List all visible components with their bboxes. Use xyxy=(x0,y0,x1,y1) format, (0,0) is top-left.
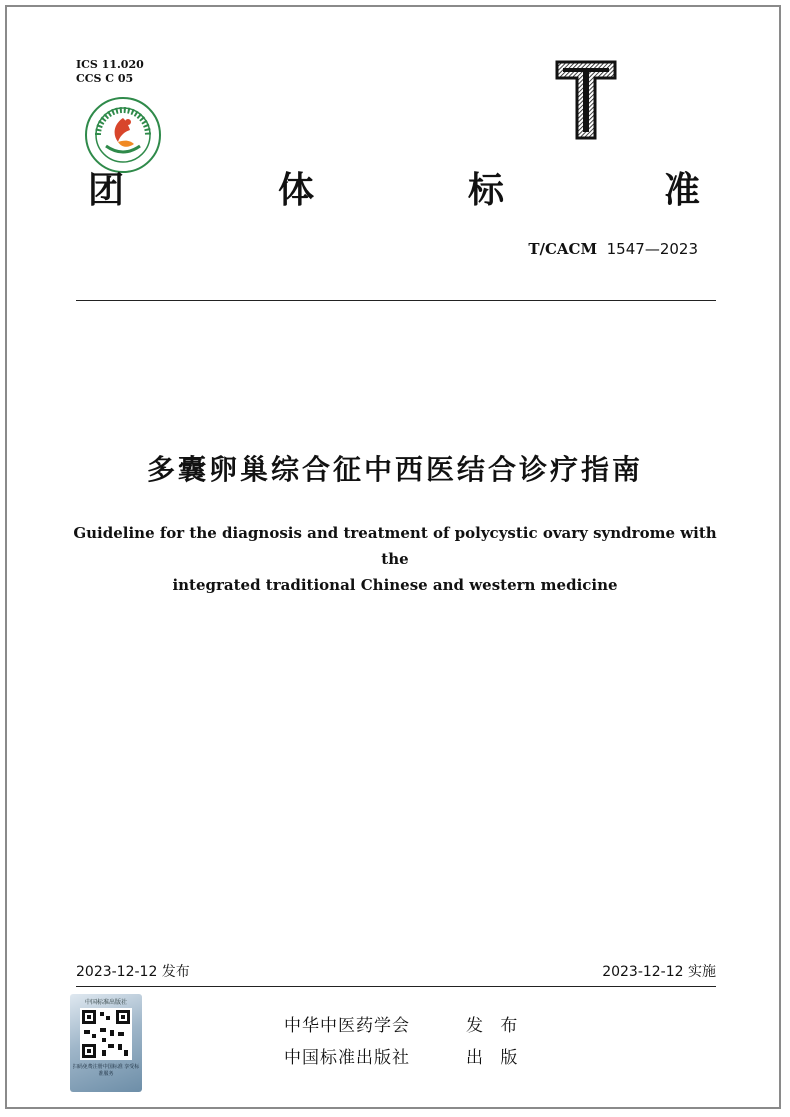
label-head-text: 中国标准出版社 xyxy=(84,999,127,1006)
publisher-org-2: 中国标准出版社 xyxy=(284,1048,410,1068)
title-char-3: 标 xyxy=(468,170,505,211)
anti-counterfeit-label xyxy=(70,994,142,1092)
standard-number xyxy=(528,240,698,258)
implementation-date: 2023-12-12 实施 xyxy=(602,964,716,980)
header-divider xyxy=(76,300,716,301)
issue-date: 2023-12-12 发布 xyxy=(76,964,190,980)
ccs-code: CCS C 05 xyxy=(76,72,134,85)
english-title-line-1: Guideline for the diagnosis and treatment of polycystic ovary syndrome with the xyxy=(73,524,717,568)
publisher-action-1: 发 布 xyxy=(466,1016,524,1036)
label-foot-text: 扫码免费注册中国标准 享受标准服务 xyxy=(72,1064,140,1077)
standard-prefix: T/CACM xyxy=(528,240,598,258)
publisher-org-1: 中华中医药学会 xyxy=(284,1016,410,1036)
qr-code-icon xyxy=(80,1008,132,1060)
title-char-1: 团 xyxy=(88,170,125,211)
category-t-mark xyxy=(553,58,619,142)
standard-type-title xyxy=(0,162,790,212)
english-title-line-2: integrated traditional Chinese and western medicine xyxy=(172,576,618,594)
english-title xyxy=(60,520,730,598)
standard-code: 1547—2023 xyxy=(606,240,698,258)
title-char-2: 体 xyxy=(278,170,315,211)
classification-codes xyxy=(76,58,144,86)
chinese-title: 多囊卵巢综合征中西医结合诊疗指南 xyxy=(146,453,643,486)
footer-divider xyxy=(76,986,716,987)
title-char-4: 准 xyxy=(664,170,701,211)
publisher-action-2: 出 版 xyxy=(466,1048,524,1068)
ics-code: ICS 11.020 xyxy=(76,58,144,71)
